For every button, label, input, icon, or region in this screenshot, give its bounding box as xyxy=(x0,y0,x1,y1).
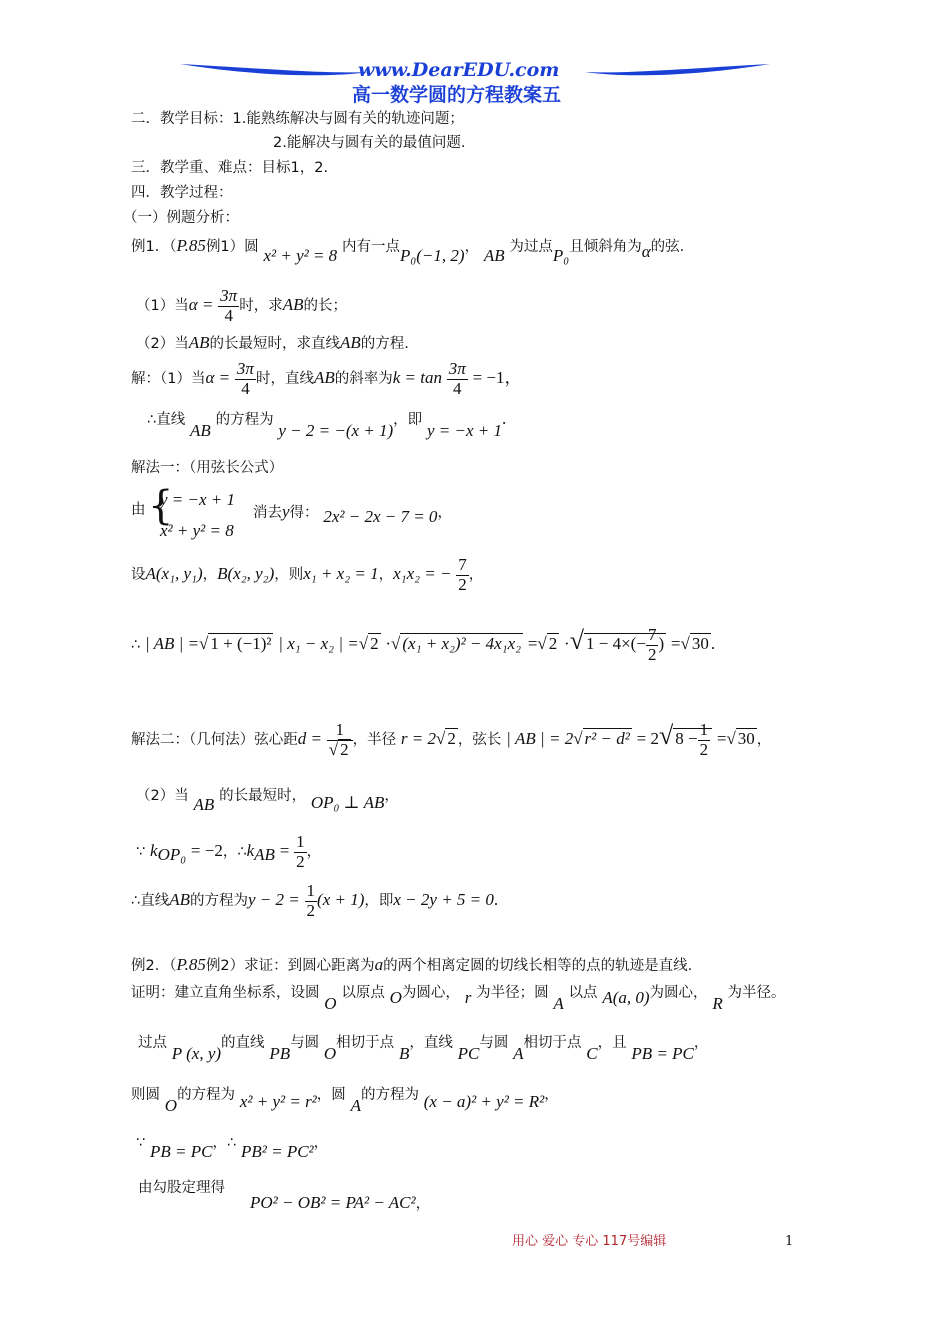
text: 例2．（ xyxy=(131,958,177,974)
sqrt-sign: √ xyxy=(573,729,583,748)
swoosh-right xyxy=(585,64,770,75)
math: PB = PC xyxy=(631,1044,694,1063)
text: （2）当 xyxy=(136,788,189,804)
text: 的方程. xyxy=(360,336,409,352)
math: AB xyxy=(282,295,304,315)
math: a xyxy=(374,955,384,974)
math: O xyxy=(324,994,337,1013)
text: ， xyxy=(202,567,218,584)
math: k = tan xyxy=(392,368,442,388)
text: 的两个相离定圆的切线长相等的点的轨迹是直线. xyxy=(383,958,693,974)
math: P₀ xyxy=(552,246,570,265)
math: AB xyxy=(169,890,191,910)
sqrt: 30 xyxy=(691,634,709,653)
objective-line-1: 二．教学目标：1.能熟练解决与圆有关的轨迹问题； xyxy=(131,111,464,127)
text: 例1）圆 xyxy=(205,239,259,255)
text: ∵ xyxy=(136,844,146,861)
text: ， xyxy=(378,567,394,584)
text: ，即 xyxy=(364,893,394,910)
length-formula xyxy=(131,625,715,664)
question-1 xyxy=(136,287,347,325)
text: 得： xyxy=(289,505,319,521)
math: = −1， xyxy=(472,368,522,388)
math: A xyxy=(350,1096,361,1115)
math: AB xyxy=(313,368,335,388)
sqrt-sign: √ xyxy=(680,634,690,653)
math: PB = PC xyxy=(150,1142,213,1161)
text: ， xyxy=(306,844,322,861)
math: P₀(−1, 2) xyxy=(399,246,465,265)
example-2-line xyxy=(131,955,692,975)
fraction: $\frac{1}{2}$ xyxy=(306,881,316,920)
text: 时，求 xyxy=(239,298,283,315)
text: ， xyxy=(313,1135,329,1151)
fraction: $\frac{1}{√ 2}$ xyxy=(327,721,353,759)
math: AB xyxy=(340,333,361,352)
text: 的直线 xyxy=(221,1035,265,1051)
math: x² + y² = r² xyxy=(239,1092,317,1111)
text: 解：（1）当 xyxy=(131,371,206,388)
math: = xyxy=(527,634,538,653)
solution-1 xyxy=(131,360,522,398)
sqrt: 2 xyxy=(548,634,558,653)
sqrt-sign: √ xyxy=(199,634,209,653)
math: = xyxy=(716,729,727,748)
math: O xyxy=(323,1044,337,1063)
math: AB xyxy=(483,246,505,265)
math: r xyxy=(464,988,472,1007)
text: 设 xyxy=(131,567,146,584)
math: (x + 1) xyxy=(317,890,365,910)
text: 例2）求证：到圆心距离为 xyxy=(205,958,375,974)
text: ， xyxy=(437,505,452,521)
text: ， xyxy=(468,567,484,584)
text: ，且 xyxy=(597,1035,627,1051)
text: 的长； xyxy=(303,298,347,315)
page-title: 高一数学圆的方程教案五 xyxy=(352,84,562,106)
math: x − 2y + 5 = 0 xyxy=(393,890,494,910)
math: PB² = PC² xyxy=(241,1142,314,1161)
sqrt: 8 − $\frac{1}{2}$ xyxy=(673,728,712,748)
math: k xyxy=(246,841,255,861)
text: ，∴ xyxy=(212,1135,237,1151)
proof-line-3 xyxy=(131,1084,559,1115)
sqrt-sign: √ xyxy=(358,634,369,653)
math: (x − a)² + y² = R² xyxy=(423,1092,545,1111)
text: 的方程为 xyxy=(177,1087,236,1103)
pythagoras-label: 由勾股定理得 xyxy=(138,1180,225,1196)
ref: P.85 xyxy=(176,955,206,974)
text: （1）当 xyxy=(136,298,189,315)
part-2-line xyxy=(136,785,399,814)
math: · xyxy=(385,634,392,653)
text: 的方程为 xyxy=(215,412,274,428)
sqrt: (x₁ + x₂)² − 4x₁x₂ xyxy=(402,634,522,653)
math: R xyxy=(712,994,723,1013)
text: ， xyxy=(756,732,772,748)
text: ，半径 xyxy=(352,732,397,748)
text: ，即 xyxy=(393,412,423,428)
math: O xyxy=(164,1096,178,1115)
math: A xyxy=(513,1044,524,1063)
math: = 2 xyxy=(636,729,659,748)
sqrt-sign: √ xyxy=(569,626,584,655)
text: （2）当 xyxy=(136,336,189,352)
text: ∴ xyxy=(131,637,141,653)
text: 为圆心， xyxy=(649,985,708,1001)
text: ， xyxy=(384,788,399,804)
math: = xyxy=(279,841,290,861)
text: 的弦. xyxy=(650,239,685,255)
text: 为半径；圆 xyxy=(476,985,549,1001)
math: . xyxy=(493,890,499,910)
subscript: AB xyxy=(254,845,275,865)
text: 过点 xyxy=(138,1035,167,1051)
math: α xyxy=(641,242,651,261)
text: ，弦长 xyxy=(457,732,502,748)
examples-heading: （一）例题分析： xyxy=(123,210,239,226)
math: A(a, 0) xyxy=(602,988,650,1007)
system-brace: { xyxy=(148,483,174,529)
text: 相切于点 xyxy=(336,1035,395,1051)
text: 以点 xyxy=(568,985,598,1001)
sqrt-sign: √ xyxy=(658,721,674,750)
math: 2x² − 2x − 7 = 0 xyxy=(323,507,438,526)
text: 例1．（ xyxy=(131,239,177,255)
math: | AB | = 2 xyxy=(506,729,574,748)
text: 与圆 xyxy=(290,1035,320,1051)
proof-line-2 xyxy=(138,1032,709,1063)
text: 以原点 xyxy=(341,985,385,1001)
sys-elim xyxy=(253,502,452,526)
method-2-line xyxy=(131,720,771,759)
math: = xyxy=(670,634,681,653)
key-points: 三．教学重、难点：目标1，2. xyxy=(131,160,329,176)
pythagoras-eq xyxy=(250,1193,430,1213)
text: ，则 xyxy=(274,567,304,584)
text: ∴直线 xyxy=(147,412,186,428)
sqrt: 1 − 4×(− $\frac{7}{2}$ ) xyxy=(586,624,665,664)
sys-prefix: 由 xyxy=(131,502,146,518)
text: 的方程为 xyxy=(190,893,249,910)
question-2 xyxy=(136,333,409,353)
math: O xyxy=(389,988,402,1007)
sqrt-sign: √ xyxy=(391,634,401,653)
proof-line-4 xyxy=(136,1132,329,1161)
math: = −2 xyxy=(190,841,223,861)
method-1-heading: 解法一：（用弦长公式） xyxy=(131,460,284,476)
text: 为过点 xyxy=(509,239,553,255)
process-heading: 四．教学过程： xyxy=(131,185,233,201)
math: y − 2 = xyxy=(248,890,300,910)
fraction: $\frac{7}{2}$ xyxy=(647,624,657,664)
sqrt-sign: √ xyxy=(435,729,446,748)
sqrt: 2 xyxy=(370,634,379,653)
slope-line xyxy=(136,833,321,871)
sqrt: 30 xyxy=(737,729,755,748)
fraction: $\frac{1}{2}$ xyxy=(699,719,709,759)
text: ∴直线 xyxy=(131,893,170,910)
math: x₁x₂ = − xyxy=(393,564,452,584)
math: x² + y² = 8 xyxy=(263,246,338,265)
math: | x₁ − x₂ | = xyxy=(278,634,359,653)
sqrt: 1 + (−1)² xyxy=(210,634,272,653)
text: 相切于点 xyxy=(523,1035,582,1051)
sqrt: 2 xyxy=(447,729,456,748)
fraction: $\frac{3\pi}{4}$ xyxy=(448,359,466,398)
math: AB xyxy=(190,421,211,440)
math: x₁ + x₂ = 1 xyxy=(303,564,379,584)
sqrt-sign: √ xyxy=(726,729,736,748)
text: 的方程为 xyxy=(360,1087,419,1103)
math: d = xyxy=(297,729,322,748)
math: AB xyxy=(193,795,215,814)
text: ， xyxy=(544,1087,559,1103)
text: ，∴ xyxy=(222,844,247,861)
math: y = −x + 1 xyxy=(426,421,502,440)
text: ∵ xyxy=(136,1135,146,1151)
page-number: 1 xyxy=(785,1234,794,1249)
math: . xyxy=(710,634,716,653)
math: r = 2 xyxy=(400,729,436,748)
fraction: $\frac{3\pi}{4}$ xyxy=(220,286,238,325)
text: 的长最短时， xyxy=(219,788,307,804)
math: B(x₂, y₂) xyxy=(217,564,275,584)
math: y − 2 = −(x + 1) xyxy=(278,421,394,440)
text: ， xyxy=(415,1196,431,1212)
math: OP₀ ⊥ AB xyxy=(310,793,385,812)
proof-line-1 xyxy=(131,982,786,1013)
math: α = xyxy=(188,295,214,315)
text: ，直线 xyxy=(409,1035,453,1051)
text: 消去 xyxy=(253,505,282,521)
swoosh-left xyxy=(180,64,370,75)
text: 解法二：（几何法）弦心距 xyxy=(131,732,298,748)
text: 为圆心， xyxy=(401,985,460,1001)
fraction: $\frac{3\pi}{4}$ xyxy=(236,359,254,398)
sqrt-sign: √ xyxy=(537,634,547,653)
text: ，圆 xyxy=(316,1087,346,1103)
math: P (x, y) xyxy=(171,1044,222,1063)
fraction: $\frac{7}{2}$ xyxy=(458,555,467,594)
footer-text: 用心 爱心 专心 117号编辑 xyxy=(512,1234,667,1249)
subscript: OP₀ xyxy=(157,845,187,865)
math: α = xyxy=(205,368,231,388)
math: C xyxy=(586,1044,598,1063)
solution-1-line-2 xyxy=(147,409,507,440)
math: B xyxy=(398,1044,410,1063)
math: PB xyxy=(269,1044,291,1063)
math: · xyxy=(564,634,570,653)
math: PO² − OB² = PA² − AC² xyxy=(250,1193,416,1212)
text: 的斜率为 xyxy=(334,371,393,388)
ref: P.85 xyxy=(176,236,206,255)
math: A xyxy=(553,994,564,1013)
math: A(x₁, y₁) xyxy=(145,564,203,584)
system-row-1: y = −x + 1 xyxy=(160,490,236,509)
final-line xyxy=(131,882,498,920)
math: | AB | = xyxy=(145,634,200,653)
system-row-2: x² + y² = 8 xyxy=(160,521,234,540)
sqrt: r² − d² xyxy=(584,729,630,748)
site-url[interactable]: www.DearEDU.com xyxy=(358,59,560,81)
objective-line-2: 2.能解决与圆有关的最值问题. xyxy=(273,135,466,151)
text: ， xyxy=(693,1035,709,1051)
text: 时，直线 xyxy=(255,371,314,388)
text: 证明：建立直角坐标系，设圆 xyxy=(131,985,320,1001)
math: AB xyxy=(188,333,210,352)
text: 则圆 xyxy=(131,1087,160,1103)
fraction: $\frac{1}{2}$ xyxy=(296,832,305,871)
math: . xyxy=(501,409,507,428)
math: PC xyxy=(457,1044,480,1063)
text: 内有一点 xyxy=(341,239,400,255)
math: k xyxy=(150,841,158,861)
math: y xyxy=(282,502,290,521)
set-line xyxy=(131,556,483,594)
text: ， xyxy=(464,239,480,255)
text: 为半径。 xyxy=(727,985,786,1001)
text: 的长最短时，求直线 xyxy=(209,336,341,352)
text: 且倾斜角为 xyxy=(569,239,642,255)
text: 与圆 xyxy=(479,1035,509,1051)
example-1-line xyxy=(131,236,685,265)
